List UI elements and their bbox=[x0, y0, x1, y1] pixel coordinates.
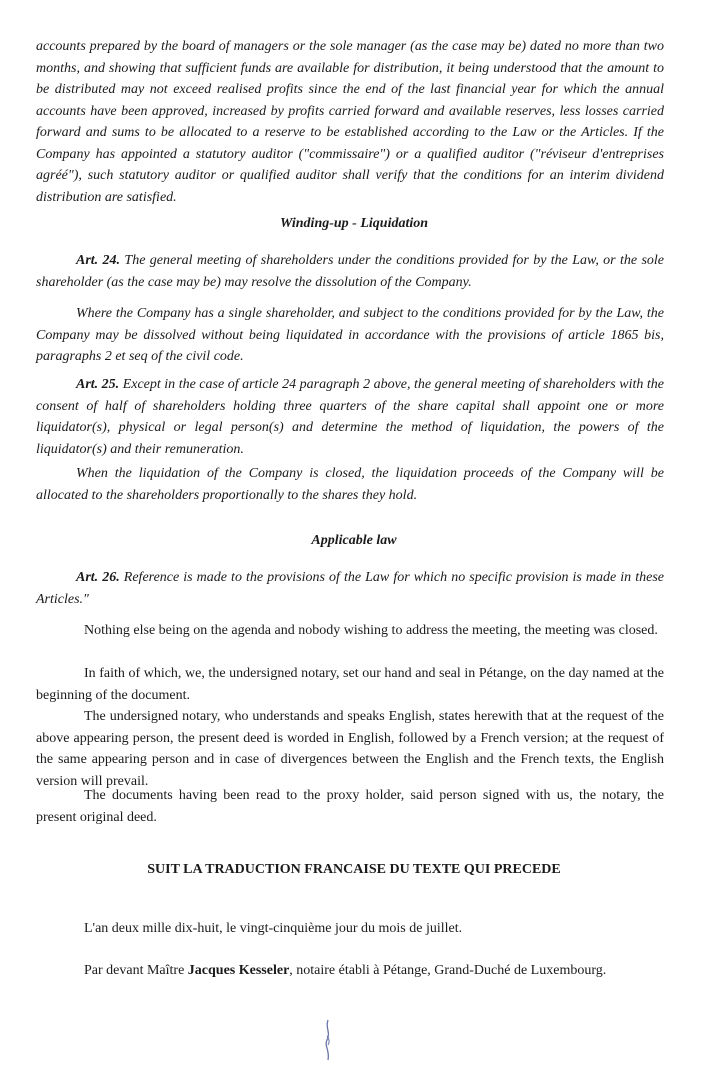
notary-prefix: Par devant Maître bbox=[84, 963, 188, 978]
closing-paragraph-2: In faith of which, we, the undersigned notary, set our hand and seal in Pétange, on the day named at the beginning of the document. bbox=[36, 666, 664, 703]
closing-paragraph-1: Nothing else being on the agenda and nobody wishing to address the meeting, the meeting was closed. bbox=[84, 623, 658, 638]
french-date-line: L'an deux mille dix-huit, le vingt-cinquième jour du mois de juillet. bbox=[84, 921, 463, 936]
art-24-paragraph bbox=[36, 250, 664, 293]
art-25-second-paragraph: When the liquidation of the Company is closed, the liquidation proceeds of the Company will be allocated to the shareholders proportionally to the shares they hold. bbox=[36, 466, 664, 503]
closing-paragraph-3: The undersigned notary, who understands and speaks English, states herewith that at the request of the above appearing person, the present deed is worded in English, followed by a French version; at the request of the same appearing person and in case of divergences between the English and the French texts, the English version will prevail. bbox=[36, 709, 664, 789]
notary-name: Jacques Kesseler bbox=[187, 963, 290, 978]
art-26-text: Reference is made to the provisions of the Law for which no specific provision is made in these Articles." bbox=[36, 570, 664, 607]
heading-applicable-law: Applicable law bbox=[311, 533, 397, 548]
art-26-paragraph bbox=[36, 567, 664, 610]
signature-mark bbox=[320, 1018, 336, 1062]
art-24-text: The general meeting of shareholders under the conditions provided for by the Law, or the sole shareholder (as the case may be) may resolve the dissolution of the Company. bbox=[36, 253, 665, 290]
art-25-paragraph bbox=[36, 374, 664, 460]
art-25-text: Except in the case of article 24 paragraph 2 above, the general meeting of shareholders with the consent of half of shareholders holding three quarters of the share capital shall appoint one or more liquidator(s), physical or legal person(s) and determine the method of liquidation, the powers of the liquidator(s) and their remuneration. bbox=[36, 377, 664, 457]
intro-paragraph: accounts prepared by the board of managers or the sole manager (as the case may be) dated no more than two months, and showing that sufficient funds are available for distribution, it being understood that the amount to be distributed may not exceed realised profits since the end of the last financial year for which the annual accounts have been approved, increased by profits carried forward and available reserves, less losses carried forward and sums to be allocated to a reserve to be established according to the Law or the Articles. If the Company has appointed a statutory auditor ("commissaire") or a qualified auditor ("réviseur d'entreprises agréé"), such statutory auditor or qualified auditor shall verify that the conditions for an interim dividend distribution are satisfied. bbox=[36, 39, 664, 205]
art-26-label: Art. 26. bbox=[76, 570, 120, 585]
heading-winding-up: Winding-up - Liquidation bbox=[279, 216, 429, 231]
art-24-label: Art. 24. bbox=[76, 253, 121, 268]
art-25-label: Art. 25. bbox=[76, 377, 120, 392]
closing-paragraph-4: The documents having been read to the proxy holder, said person signed with us, the notary, the present original deed. bbox=[36, 788, 664, 825]
french-notary-line bbox=[36, 960, 664, 982]
notary-suffix: , notaire établi à Pétange, Grand-Duché de Luxembourg. bbox=[289, 963, 607, 978]
art-24-second-paragraph: Where the Company has a single shareholder, and subject to the conditions provided for by the Law, the Company may be dissolved without being liquidated in accordance with the provisions of article 1865 bis, paragraphs 2 et seq of the civil code. bbox=[36, 306, 664, 364]
french-translation-heading: SUIT LA TRADUCTION FRANCAISE DU TEXTE QUI PRECEDE bbox=[147, 862, 561, 877]
